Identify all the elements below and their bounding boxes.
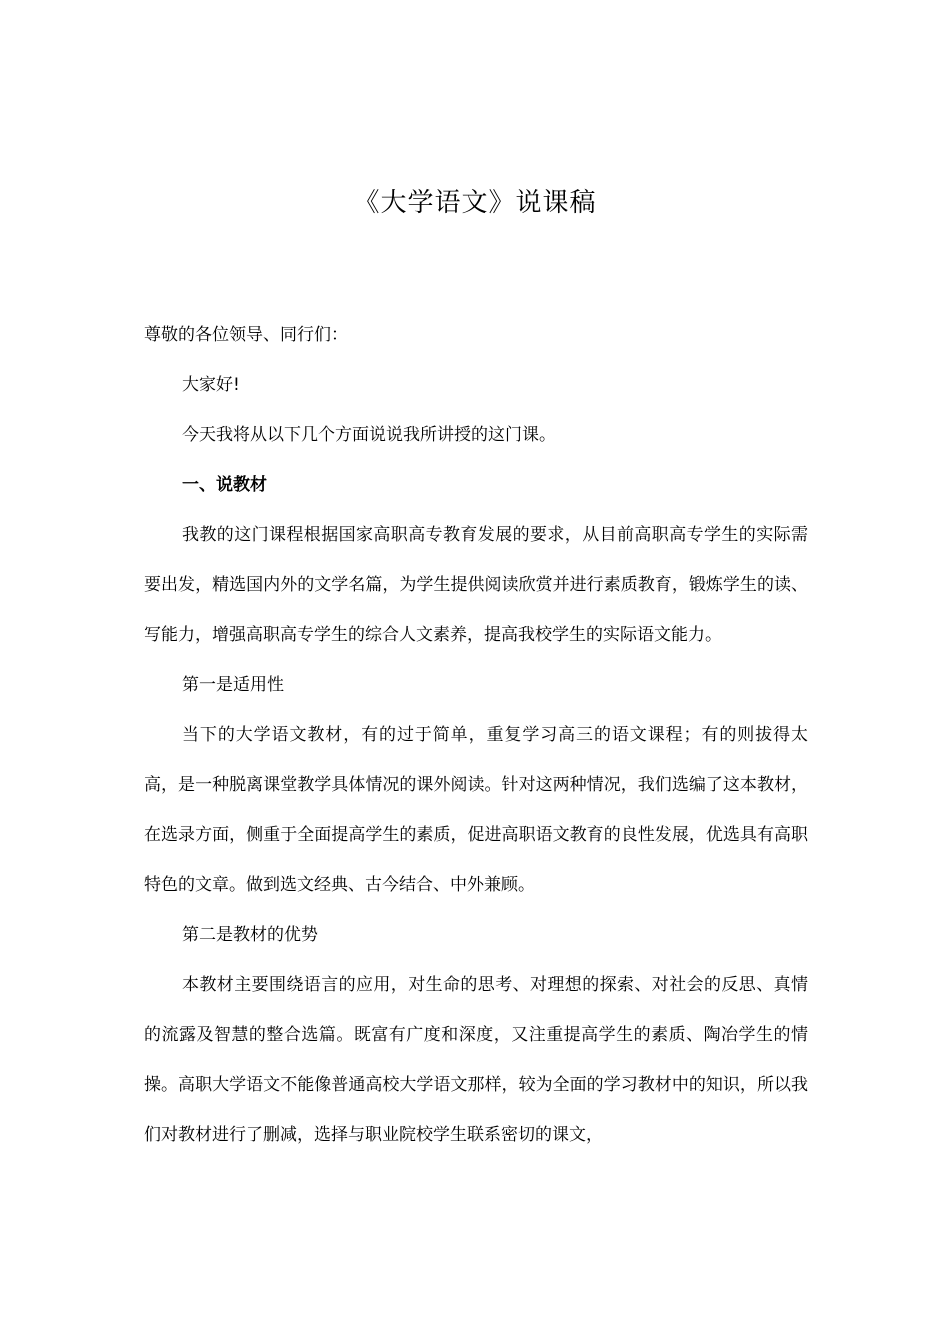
document-body (144, 310, 808, 1160)
intro-paragraph: 今天我将从以下几个方面说说我所讲授的这门课。 (182, 425, 556, 445)
subheading-applicability: 第一是适用性 (182, 675, 284, 695)
document-title: 《大学语文》说课稿 (353, 188, 597, 218)
section-heading-textbook: 一、说教材 (182, 475, 267, 495)
textbook-paragraph: 我教的这门课程根据国家高职高专教育发展的要求，从目前高职高专学生的实际需要出发，精选国内外的文学名篇，为学生提供阅读欣赏并进行素质教育，锻炼学生的读、写能力，增强高职高专学生的综合人文素养，提高我校学生的实际语文能力。 (144, 525, 808, 645)
applicability-paragraph: 当下的大学语文教材，有的过于简单，重复学习高三的语文课程；有的则拔得太高，是一种脱离课堂教学具体情况的课外阅读。针对这两种情况，我们选编了这本教材，在选录方面，侧重于全面提高学生的素质，促进高职语文教育的良性发展，优选具有高职特色的文章。做到选文经典、古今结合、中外兼顾。 (144, 725, 808, 895)
subheading-advantages: 第二是教材的优势 (182, 925, 318, 945)
greeting: 大家好! (182, 375, 240, 395)
advantages-paragraph: 本教材主要围绕语言的应用，对生命的思考、对理想的探索、对社会的反思、真情的流露及智慧的整合选篇。既富有广度和深度，又注重提高学生的素质、陶冶学生的情操。高职大学语文不能像普通高校大学语文那样，较为全面的学习教材中的知识，所以我们对教材进行了删减，选择与职业院校学生联系密切的课文， (144, 975, 808, 1145)
salutation: 尊敬的各位领导、同行们： (144, 325, 348, 345)
